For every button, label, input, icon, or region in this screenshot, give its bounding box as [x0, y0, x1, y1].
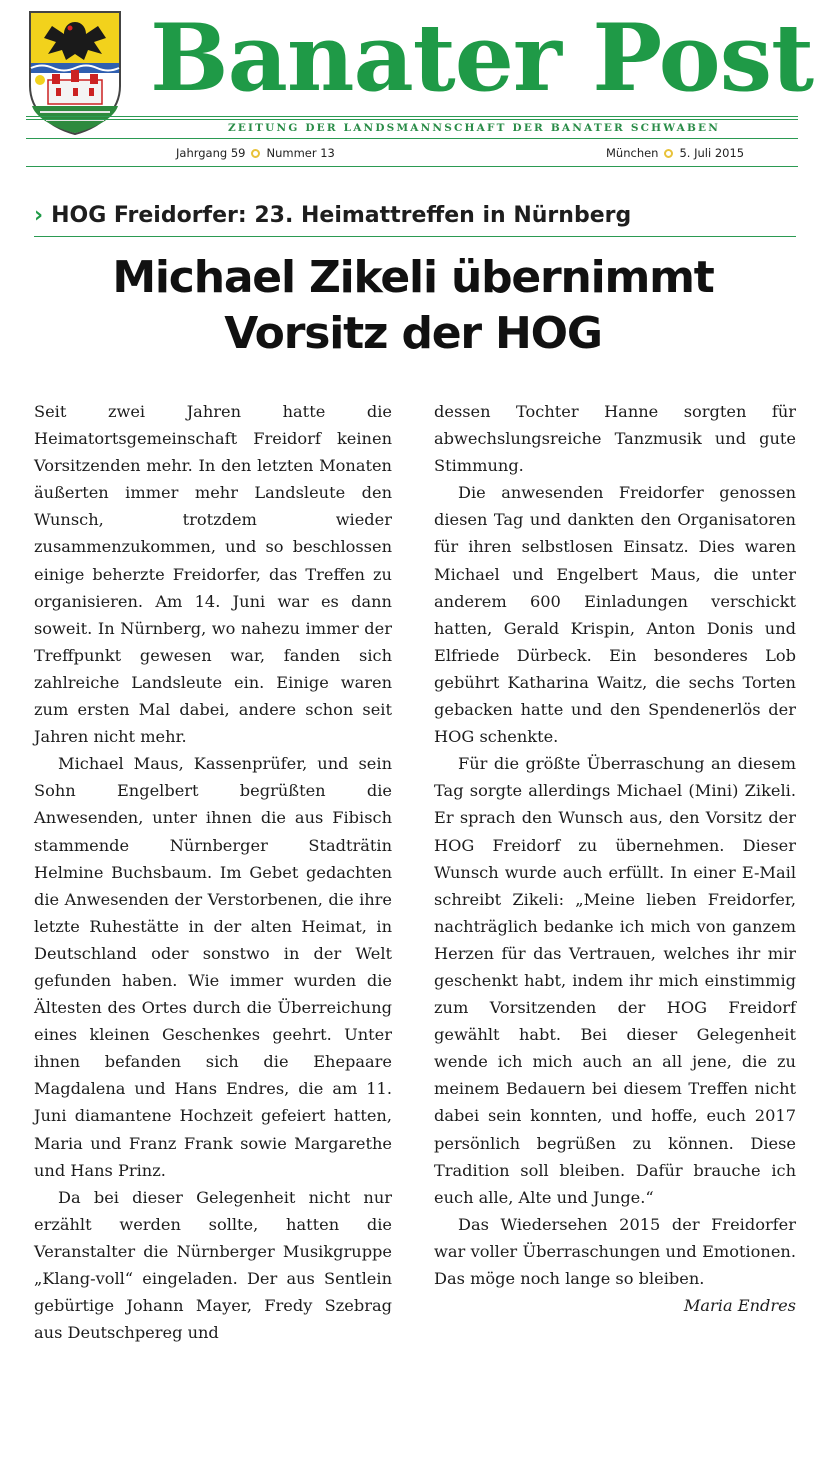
- paragraph: Die anwesenden Freidorfer genossen diesen Tag und dankten den Organisatoren für ihren selbstlosen Einsatz. Dies waren Michael und Engelbert Maus, die unter anderem 600 Einladungen verschickt hatten, Gerald Krispin, Anton Donis und Elfriede Dürbeck. Ein besonderes Lob gebührt Katharina Waitz, die sechs Torten gebacken hatte und den Spendenerlös der HOG schenkte.: [434, 483, 796, 747]
- issue-info: [176, 146, 335, 160]
- city-label: München: [606, 146, 659, 160]
- separator-dot-icon: [251, 149, 260, 158]
- masthead-rule-top-thin: [26, 119, 798, 120]
- separator-dot-icon: [664, 149, 673, 158]
- article-kicker: [34, 203, 631, 228]
- masthead-rule-bottom: [26, 166, 798, 167]
- chevron-right-icon: ›: [34, 203, 44, 228]
- article-column-left: [34, 398, 392, 1346]
- paragraph-last: [434, 1211, 796, 1316]
- paragraph: Michael Maus, Kassenprüfer, und sein Sohn Engelbert begrüßten die Anwesenden, unter ihnen die aus Fibisch stammende Nürnberger Stadträtin Helmine Buchsbaum. Im Gebet gedachten die Anwesenden der Verstorbenen, die ihre letzte Ruhestätte in der alten Heimat, in Deutschland oder sonstwo in der Welt gefunden haben. Wie immer wurden die Ältesten des Ortes durch die Überreichung eines kleinen Geschenkes geehrt. Unter ihnen befanden sich die Ehepaare Magdalena und Hans Endres, die am 11. Juni diamantene Hochzeit gefeiert hatten, Maria und Franz Frank sowie Margarethe und Hans Prinz.: [34, 754, 392, 1180]
- headline-line-1: Michael Zikeli übernimmt: [112, 252, 714, 303]
- masthead-rule-top: [26, 116, 798, 117]
- paragraph: Seit zwei Jahren hatte die Heimatortsgemeinschaft Freidorf keinen Vorsitzenden mehr. In den letzten Monaten äußerten immer mehr Landsleute den Wunsch, trotzdem wieder zusammenzukommen, und so beschlossen einige beherzte Freidorfer, das Treffen zu organisieren. Am 14. Juni war es dann soweit. In Nürnberg, wo nahezu immer der Treffpunkt gewesen war, fanden sich zahlreiche Landsleute ein. Einige waren zum ersten Mal dabei, andere schon seit Jahren nicht mehr.: [34, 402, 392, 747]
- author-byline: Maria Endres: [683, 1296, 796, 1316]
- article-column-right: [434, 398, 796, 1319]
- place-date: [606, 146, 744, 160]
- paragraph: Für die größte Überraschung an diesem Tag sorgte allerdings Michael (Mini) Zikeli. Er sprach den Wunsch aus, den Vorsitz der HOG Freidorf zu übernehmen. Dieser Wunsch wurde auch erfüllt. In einer E-Mail schreibt Zikeli: „Meine lieben Freidorfer, nachträglich bedanke ich mich von ganzem Herzen für das Vertrauen, welches ihr mir geschenkt habt, indem ihr mich einstimmig zum Vorsitzenden der HOG Freidorf gewählt habt. Bei dieser Gelegenheit wende ich mich auch an all jene, die zu meinem Bedauern bei diesem Treffen nicht dabei sein konnten, und hoffe, euch 2017 persönlich begrüßen zu können. Diese Tradition soll bleiben. Dafür brauche ich euch alle, Alte und Junge.“: [434, 754, 796, 1207]
- article-headline: [40, 250, 786, 362]
- volume-label: Jahrgang 59: [176, 146, 246, 160]
- newspaper-title: Banater Post: [150, 3, 814, 112]
- masthead-rule-middle: [26, 138, 798, 139]
- masthead: [0, 0, 826, 175]
- kicker-text: HOG Freidorfer: 23. Heimattreffen in Nürnberg: [51, 203, 632, 228]
- closing-text: Das Wiedersehen 2015 der Freidorfer war voller Überraschungen und Emotionen. Das möge noch lange so bleiben.: [434, 1214, 796, 1288]
- date-label: 5. Juli 2015: [679, 146, 745, 160]
- paragraph: Da bei dieser Gelegenheit nicht nur erzählt werden sollte, hatten die Veranstalter die Nürnberger Musikgruppe „Klang-voll“ eingeladen. Der aus Sentlein gebürtige Johann Mayer, Fredy Szebrag aus Deutschpereg und: [34, 1187, 392, 1343]
- headline-line-2: Vorsitz der HOG: [224, 308, 602, 359]
- kicker-rule: [34, 236, 796, 237]
- number-label: Nummer 13: [266, 146, 335, 160]
- newspaper-subtitle: ZEITUNG DER LANDSMANNSCHAFT DER BANATER SCHWABEN: [227, 122, 721, 134]
- paragraph: dessen Tochter Hanne sorgten für abwechslungsreiche Tanzmusik und gute Stimmung.: [434, 402, 796, 476]
